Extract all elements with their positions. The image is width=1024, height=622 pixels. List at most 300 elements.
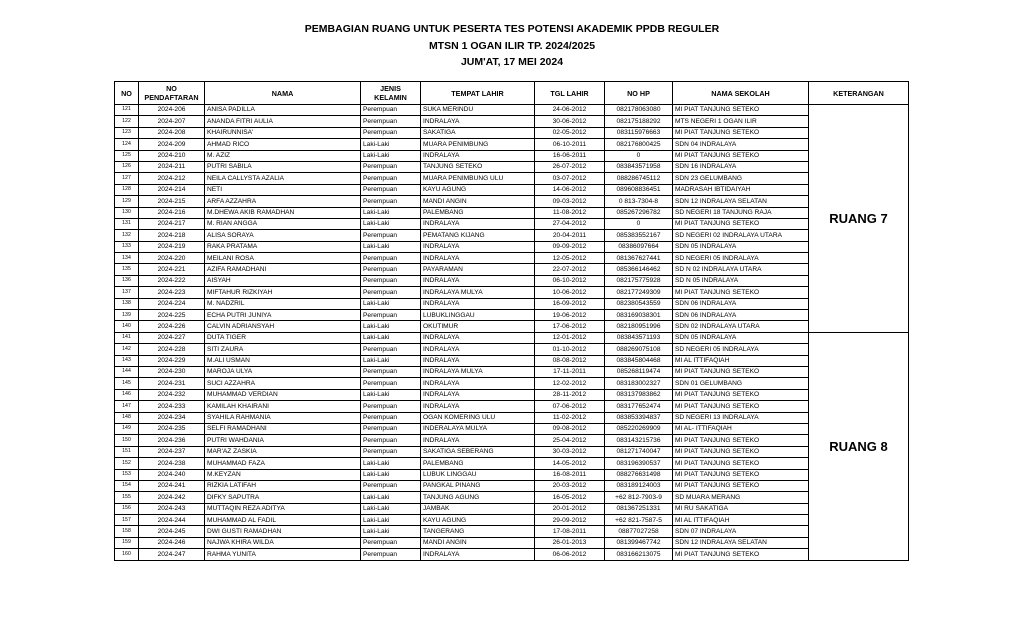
cell-no-pendaftaran: 2024-224 xyxy=(139,298,205,309)
table-row xyxy=(115,503,909,514)
cell-tempat-lahir: INDRALAYA xyxy=(421,150,535,161)
col-header-tgl-lahir: TGL LAHIR xyxy=(535,82,605,105)
cell-no: 126 xyxy=(115,161,139,172)
cell-no-pendaftaran: 2024-217 xyxy=(139,218,205,229)
cell-no-hp: 081367627441 xyxy=(605,253,673,264)
cell-jenis-kelamin: Laki-Laki xyxy=(361,218,421,229)
col-header-no: NO xyxy=(115,82,139,105)
cell-tgl-lahir: 27-04-2012 xyxy=(535,218,605,229)
cell-tgl-lahir: 06-10-2011 xyxy=(535,139,605,150)
cell-tgl-lahir: 06-10-2012 xyxy=(535,275,605,286)
cell-no: 121 xyxy=(115,105,139,116)
table-row xyxy=(115,480,909,491)
cell-nama-sekolah: MI RU SAKATIGA xyxy=(673,503,809,514)
room-label: RUANG 8 xyxy=(809,332,909,560)
cell-no: 152 xyxy=(115,458,139,469)
cell-nama-sekolah: MI PIAT TANJUNG SETEKO xyxy=(673,435,809,446)
cell-no-pendaftaran: 2024-231 xyxy=(139,378,205,389)
table-row xyxy=(115,207,909,218)
cell-no-pendaftaran: 2024-226 xyxy=(139,321,205,332)
cell-tgl-lahir: 26-07-2012 xyxy=(535,161,605,172)
cell-tgl-lahir: 10-06-2012 xyxy=(535,287,605,298)
cell-no: 140 xyxy=(115,321,139,332)
table-row xyxy=(115,412,909,423)
cell-no: 146 xyxy=(115,389,139,400)
table-row xyxy=(115,446,909,457)
cell-nama-sekolah: SDN 04 INDRALAYA xyxy=(673,139,809,150)
cell-jenis-kelamin: Perempuan xyxy=(361,423,421,434)
cell-jenis-kelamin: Perempuan xyxy=(361,264,421,275)
cell-no: 141 xyxy=(115,332,139,343)
cell-jenis-kelamin: Laki-Laki xyxy=(361,139,421,150)
cell-nama: NETI xyxy=(205,184,361,195)
cell-nama-sekolah: SDN 07 INDRALAYA xyxy=(673,526,809,537)
cell-no-pendaftaran: 2024-215 xyxy=(139,196,205,207)
cell-jenis-kelamin: Perempuan xyxy=(361,412,421,423)
cell-no: 123 xyxy=(115,127,139,138)
cell-no-hp: 082178063080 xyxy=(605,105,673,116)
cell-no-hp: 083196390537 xyxy=(605,458,673,469)
table-row xyxy=(115,378,909,389)
cell-nama: RIZKIA LATIFAH xyxy=(205,480,361,491)
cell-tgl-lahir: 02-05-2012 xyxy=(535,127,605,138)
cell-nama: ALISA SORAYA xyxy=(205,230,361,241)
cell-no: 153 xyxy=(115,469,139,480)
cell-nama-sekolah: MADRASAH IBTIDAIYAH xyxy=(673,184,809,195)
cell-no: 135 xyxy=(115,264,139,275)
cell-nama-sekolah: SDN 01 GELUMBANG xyxy=(673,378,809,389)
cell-tempat-lahir: INDRALAYA MULYA xyxy=(421,287,535,298)
cell-nama: M. RIAN ANGGA xyxy=(205,218,361,229)
cell-tgl-lahir: 12-05-2012 xyxy=(535,253,605,264)
cell-nama: MAROJA ULYA xyxy=(205,366,361,377)
col-header-keterangan: KETERANGAN xyxy=(809,82,909,105)
cell-nama-sekolah: SD NEGERI 02 INDRALAYA UTARA xyxy=(673,230,809,241)
cell-nama: MIFTAHUR RIZKIYAH xyxy=(205,287,361,298)
table-row xyxy=(115,230,909,241)
cell-no-hp: 0 xyxy=(605,218,673,229)
cell-tgl-lahir: 20-04-2011 xyxy=(535,230,605,241)
cell-no: 132 xyxy=(115,230,139,241)
table-row xyxy=(115,492,909,503)
cell-tempat-lahir: TANGERANG xyxy=(421,526,535,537)
cell-nama: MUTTAQIN REZA ADITYA xyxy=(205,503,361,514)
cell-no-pendaftaran: 2024-209 xyxy=(139,139,205,150)
cell-nama-sekolah: SD N 02 INDRALAYA UTARA xyxy=(673,264,809,275)
cell-jenis-kelamin: Laki-Laki xyxy=(361,503,421,514)
cell-tgl-lahir: 26-01-2013 xyxy=(535,537,605,548)
cell-nama-sekolah: MI PIAT TANJUNG SETEKO xyxy=(673,401,809,412)
cell-tempat-lahir: INDRALAYA xyxy=(421,355,535,366)
cell-no-pendaftaran: 2024-242 xyxy=(139,492,205,503)
cell-tgl-lahir: 28-11-2012 xyxy=(535,389,605,400)
cell-nama: MUHAMMAD AL FADIL xyxy=(205,515,361,526)
cell-tempat-lahir: INDRALAYA xyxy=(421,549,535,560)
cell-jenis-kelamin: Laki-Laki xyxy=(361,321,421,332)
cell-nama-sekolah: MI AL- ITTIFAQIAH xyxy=(673,423,809,434)
cell-nama-sekolah: MI PIAT TANJUNG SETEKO xyxy=(673,469,809,480)
cell-jenis-kelamin: Perempuan xyxy=(361,310,421,321)
col-header-no-pendaftaran: NO PENDAFTARAN xyxy=(139,82,205,105)
table-row xyxy=(115,105,909,116)
cell-nama-sekolah: SDN 12 INDRALAYA SELATAN xyxy=(673,196,809,207)
cell-tempat-lahir: MANDI ANGIN xyxy=(421,196,535,207)
cell-tempat-lahir: INDRALAYA xyxy=(421,378,535,389)
cell-no-pendaftaran: 2024-230 xyxy=(139,366,205,377)
cell-tempat-lahir: INDRALAYA xyxy=(421,332,535,343)
cell-no-pendaftaran: 2024-235 xyxy=(139,423,205,434)
cell-tempat-lahir: INDRALAYA xyxy=(421,116,535,127)
cell-no-hp: 082175188292 xyxy=(605,116,673,127)
cell-no-hp: 083843571958 xyxy=(605,161,673,172)
cell-no: 155 xyxy=(115,492,139,503)
table-row xyxy=(115,127,909,138)
cell-no-hp: 083183002327 xyxy=(605,378,673,389)
cell-nama: M.DHEWA AKIB RAMADHAN xyxy=(205,207,361,218)
cell-nama-sekolah: MI PIAT TANJUNG SETEKO xyxy=(673,366,809,377)
cell-no: 154 xyxy=(115,480,139,491)
cell-jenis-kelamin: Laki-Laki xyxy=(361,207,421,218)
cell-no: 127 xyxy=(115,173,139,184)
cell-tgl-lahir: 17-11-2011 xyxy=(535,366,605,377)
cell-no: 150 xyxy=(115,435,139,446)
cell-tgl-lahir: 03-07-2012 xyxy=(535,173,605,184)
cell-tgl-lahir: 16-08-2011 xyxy=(535,469,605,480)
cell-nama: M.ALI USMAN xyxy=(205,355,361,366)
cell-jenis-kelamin: Perempuan xyxy=(361,344,421,355)
cell-jenis-kelamin: Perempuan xyxy=(361,366,421,377)
col-header-jenis-kelamin: JENIS KELAMIN xyxy=(361,82,421,105)
cell-nama: M. AZIZ xyxy=(205,150,361,161)
table-row xyxy=(115,275,909,286)
table-row xyxy=(115,423,909,434)
cell-nama-sekolah: SD NEGERI 05 INDRALAYA xyxy=(673,344,809,355)
cell-nama-sekolah: SD NEGERI 18 TANJUNG RAJA xyxy=(673,207,809,218)
cell-tgl-lahir: 14-06-2012 xyxy=(535,184,605,195)
cell-no-hp: 082176800425 xyxy=(605,139,673,150)
cell-nama: RAHMA YUNITA xyxy=(205,549,361,560)
cell-tgl-lahir: 09-03-2012 xyxy=(535,196,605,207)
table-body xyxy=(115,105,909,561)
cell-jenis-kelamin: Laki-Laki xyxy=(361,458,421,469)
cell-jenis-kelamin: Perempuan xyxy=(361,230,421,241)
cell-jenis-kelamin: Perempuan xyxy=(361,287,421,298)
cell-nama-sekolah: MTS NEGERI 1 OGAN ILIR xyxy=(673,116,809,127)
cell-no: 122 xyxy=(115,116,139,127)
cell-no-hp: 083166213075 xyxy=(605,549,673,560)
cell-jenis-kelamin: Laki-Laki xyxy=(361,241,421,252)
cell-tempat-lahir: INDRALAYA xyxy=(421,275,535,286)
cell-no: 142 xyxy=(115,344,139,355)
cell-nama: AZIFA RAMADHANI xyxy=(205,264,361,275)
cell-nama: KAMILAH KHAIRANI xyxy=(205,401,361,412)
cell-nama-sekolah: MI PIAT TANJUNG SETEKO xyxy=(673,446,809,457)
cell-nama-sekolah: SD N 05 INDRALAYA xyxy=(673,275,809,286)
cell-no-hp: 083169038301 xyxy=(605,310,673,321)
cell-no-pendaftaran: 2024-240 xyxy=(139,469,205,480)
cell-nama-sekolah: SDN 23 GELUMBANG xyxy=(673,173,809,184)
cell-no: 124 xyxy=(115,139,139,150)
cell-no-hp: 08386097664 xyxy=(605,241,673,252)
cell-tgl-lahir: 22-07-2012 xyxy=(535,264,605,275)
cell-no-pendaftaran: 2024-234 xyxy=(139,412,205,423)
cell-tgl-lahir: 20-03-2012 xyxy=(535,480,605,491)
cell-tgl-lahir: 01-10-2012 xyxy=(535,344,605,355)
cell-nama: NAJWA KHIRA WILDA xyxy=(205,537,361,548)
cell-tempat-lahir: KAYU AGUNG xyxy=(421,515,535,526)
cell-no-hp: +62 821-7587-5 xyxy=(605,515,673,526)
cell-tgl-lahir: 09-09-2012 xyxy=(535,241,605,252)
table-row xyxy=(115,139,909,150)
cell-nama: MEILANI ROSA xyxy=(205,253,361,264)
cell-no-hp: 082177249309 xyxy=(605,287,673,298)
table-row xyxy=(115,241,909,252)
cell-nama: M.KEYZAN xyxy=(205,469,361,480)
cell-tempat-lahir: INDERALAYA MULYA xyxy=(421,423,535,434)
cell-no-pendaftaran: 2024-207 xyxy=(139,116,205,127)
participant-table xyxy=(114,81,909,561)
cell-no-pendaftaran: 2024-220 xyxy=(139,253,205,264)
table-row xyxy=(115,184,909,195)
cell-tempat-lahir: MUARA PENIMBUNG ULU xyxy=(421,173,535,184)
cell-tgl-lahir: 17-08-2011 xyxy=(535,526,605,537)
cell-jenis-kelamin: Laki-Laki xyxy=(361,492,421,503)
cell-nama: DIFKY SAPUTRA xyxy=(205,492,361,503)
cell-nama: KHAIRUNNISA' xyxy=(205,127,361,138)
cell-no-pendaftaran: 2024-211 xyxy=(139,161,205,172)
cell-no-hp: 083845804468 xyxy=(605,355,673,366)
cell-no-hp: 085268119474 xyxy=(605,366,673,377)
cell-no: 149 xyxy=(115,423,139,434)
cell-no-hp: 082380543559 xyxy=(605,298,673,309)
cell-no: 159 xyxy=(115,537,139,548)
cell-jenis-kelamin: Perempuan xyxy=(361,161,421,172)
table-row xyxy=(115,332,909,343)
cell-nama-sekolah: SDN 02 INDRALAYA UTARA xyxy=(673,321,809,332)
cell-no: 138 xyxy=(115,298,139,309)
cell-tempat-lahir: PANGKAL PINANG xyxy=(421,480,535,491)
cell-jenis-kelamin: Laki-Laki xyxy=(361,150,421,161)
cell-tgl-lahir: 30-06-2012 xyxy=(535,116,605,127)
table-row xyxy=(115,264,909,275)
cell-tgl-lahir: 29-09-2012 xyxy=(535,515,605,526)
table-row xyxy=(115,537,909,548)
cell-tempat-lahir: OKUTIMUR xyxy=(421,321,535,332)
cell-nama-sekolah: MI PIAT TANJUNG SETEKO xyxy=(673,105,809,116)
cell-no: 129 xyxy=(115,196,139,207)
cell-jenis-kelamin: Laki-Laki xyxy=(361,298,421,309)
cell-no-hp: 083189124003 xyxy=(605,480,673,491)
cell-no: 145 xyxy=(115,378,139,389)
cell-nama: AHMAD RICO xyxy=(205,139,361,150)
col-header-nama-sekolah: NAMA SEKOLAH xyxy=(673,82,809,105)
cell-no-hp: 085366146462 xyxy=(605,264,673,275)
cell-nama-sekolah: MI PIAT TANJUNG SETEKO xyxy=(673,218,809,229)
cell-jenis-kelamin: Laki-Laki xyxy=(361,515,421,526)
cell-jenis-kelamin: Perempuan xyxy=(361,378,421,389)
table-row xyxy=(115,344,909,355)
cell-jenis-kelamin: Laki-Laki xyxy=(361,355,421,366)
cell-tgl-lahir: 24-06-2012 xyxy=(535,105,605,116)
cell-jenis-kelamin: Perempuan xyxy=(361,446,421,457)
cell-no: 160 xyxy=(115,549,139,560)
col-header-no-hp: NO HP xyxy=(605,82,673,105)
cell-no: 128 xyxy=(115,184,139,195)
cell-no: 151 xyxy=(115,446,139,457)
date-title: JUM'AT, 17 MEI 2024 xyxy=(460,56,564,68)
cell-no-pendaftaran: 2024-236 xyxy=(139,435,205,446)
cell-jenis-kelamin: Perempuan xyxy=(361,196,421,207)
cell-no: 144 xyxy=(115,366,139,377)
cell-jenis-kelamin: Perempuan xyxy=(361,401,421,412)
cell-nama: PUTRI SABILA xyxy=(205,161,361,172)
cell-jenis-kelamin: Perempuan xyxy=(361,116,421,127)
cell-nama: MUHAMMAD FAZA xyxy=(205,458,361,469)
cell-tempat-lahir: INDRALAYA xyxy=(421,401,535,412)
cell-tempat-lahir: PALEMBANG xyxy=(421,458,535,469)
table-row xyxy=(115,389,909,400)
cell-nama-sekolah: SD MUARA MERANG xyxy=(673,492,809,503)
cell-no: 139 xyxy=(115,310,139,321)
cell-no-hp: 081367251331 xyxy=(605,503,673,514)
cell-nama-sekolah: MI PIAT TANJUNG SETEKO xyxy=(673,458,809,469)
cell-jenis-kelamin: Perempuan xyxy=(361,480,421,491)
cell-nama: NEILA CALLYSTA AZALIA xyxy=(205,173,361,184)
cell-jenis-kelamin: Perempuan xyxy=(361,173,421,184)
cell-nama-sekolah: SDN 05 INDRALAYA xyxy=(673,332,809,343)
cell-no: 130 xyxy=(115,207,139,218)
cell-nama: M. NADZRIL xyxy=(205,298,361,309)
cell-tgl-lahir: 14-05-2012 xyxy=(535,458,605,469)
cell-nama: SITI ZAURA xyxy=(205,344,361,355)
table-row xyxy=(115,150,909,161)
cell-no-pendaftaran: 2024-243 xyxy=(139,503,205,514)
cell-no: 137 xyxy=(115,287,139,298)
cell-nama: DWI GUSTI RAMADHAN xyxy=(205,526,361,537)
cell-no-pendaftaran: 2024-232 xyxy=(139,389,205,400)
cell-no-hp: 088269075108 xyxy=(605,344,673,355)
cell-tempat-lahir: SUKA MERINDU xyxy=(421,105,535,116)
cell-no-pendaftaran: 2024-245 xyxy=(139,526,205,537)
document-title: PEMBAGIAN RUANG UNTUK PESERTA TES POTENSI AKADEMIK PPDB REGULER xyxy=(304,23,720,35)
cell-no-pendaftaran: 2024-208 xyxy=(139,127,205,138)
cell-nama-sekolah: SDN 16 INDRALAYA xyxy=(673,161,809,172)
cell-tempat-lahir: MANDI ANGIN xyxy=(421,537,535,548)
cell-tgl-lahir: 12-02-2012 xyxy=(535,378,605,389)
cell-tgl-lahir: 11-02-2012 xyxy=(535,412,605,423)
cell-no-hp: 083853394837 xyxy=(605,412,673,423)
cell-no-hp: 088286745112 xyxy=(605,173,673,184)
cell-nama: ARFA AZZAHRA xyxy=(205,196,361,207)
cell-tgl-lahir: 09-08-2012 xyxy=(535,423,605,434)
table-row xyxy=(115,549,909,560)
cell-tempat-lahir: LUBUKLINGGAU xyxy=(421,310,535,321)
cell-tgl-lahir: 08-08-2012 xyxy=(535,355,605,366)
cell-nama: ANISA PADILLA xyxy=(205,105,361,116)
table-row xyxy=(115,173,909,184)
cell-tgl-lahir: 16-06-2011 xyxy=(535,150,605,161)
table-row xyxy=(115,253,909,264)
cell-no-pendaftaran: 2024-221 xyxy=(139,264,205,275)
cell-tempat-lahir: OGAN KOMERING ULU xyxy=(421,412,535,423)
cell-tempat-lahir: INDRALAYA xyxy=(421,241,535,252)
cell-nama: CALVIN ADRIANSYAH xyxy=(205,321,361,332)
cell-no-hp: +62 812-7903-9 xyxy=(605,492,673,503)
cell-no: 133 xyxy=(115,241,139,252)
cell-no: 136 xyxy=(115,275,139,286)
cell-nama-sekolah: SD NEGERI 13 INDRALAYA xyxy=(673,412,809,423)
cell-no-hp: 085383552167 xyxy=(605,230,673,241)
table-row xyxy=(115,469,909,480)
cell-nama: MUHAMMAD VERDIAN xyxy=(205,389,361,400)
cell-tempat-lahir: INDRALAYA xyxy=(421,344,535,355)
cell-nama-sekolah: SDN 12 INDRALAYA SELATAN xyxy=(673,537,809,548)
cell-no: 131 xyxy=(115,218,139,229)
cell-nama: RAKA PRATAMA xyxy=(205,241,361,252)
cell-no-hp: 083143215736 xyxy=(605,435,673,446)
cell-nama-sekolah: MI PIAT TANJUNG SETEKO xyxy=(673,389,809,400)
cell-no-hp: 083843571193 xyxy=(605,332,673,343)
cell-no: 147 xyxy=(115,401,139,412)
cell-nama: SUCI AZZAHRA xyxy=(205,378,361,389)
cell-no-hp: 08877027258 xyxy=(605,526,673,537)
cell-no-pendaftaran: 2024-244 xyxy=(139,515,205,526)
table-row xyxy=(115,287,909,298)
cell-no: 125 xyxy=(115,150,139,161)
school-year-title: MTSN 1 OGAN ILIR TP. 2024/2025 xyxy=(428,40,596,52)
cell-tempat-lahir: SAKATIGA xyxy=(421,127,535,138)
cell-no-hp: 081271740047 xyxy=(605,446,673,457)
cell-jenis-kelamin: Laki-Laki xyxy=(361,526,421,537)
cell-tempat-lahir: INDRALAYA MULYA xyxy=(421,366,535,377)
cell-nama-sekolah: SDN 06 INDRALAYA xyxy=(673,298,809,309)
cell-no: 156 xyxy=(115,503,139,514)
cell-tempat-lahir: PALEMBANG xyxy=(421,207,535,218)
cell-no-pendaftaran: 2024-247 xyxy=(139,549,205,560)
cell-nama-sekolah: SD NEGERI 05 INDRALAYA xyxy=(673,253,809,264)
cell-no-pendaftaran: 2024-237 xyxy=(139,446,205,457)
cell-no-hp: 083177652474 xyxy=(605,401,673,412)
table-row xyxy=(115,196,909,207)
table-row xyxy=(115,310,909,321)
table-row xyxy=(115,321,909,332)
cell-no: 158 xyxy=(115,526,139,537)
cell-no-hp: 085220269909 xyxy=(605,423,673,434)
cell-no-pendaftaran: 2024-214 xyxy=(139,184,205,195)
cell-tgl-lahir: 16-09-2012 xyxy=(535,298,605,309)
cell-no-hp: 081399467742 xyxy=(605,537,673,548)
cell-jenis-kelamin: Perempuan xyxy=(361,275,421,286)
cell-tgl-lahir: 12-01-2012 xyxy=(535,332,605,343)
cell-no-pendaftaran: 2024-238 xyxy=(139,458,205,469)
cell-tempat-lahir: LUBUK LINGGAU xyxy=(421,469,535,480)
cell-no-pendaftaran: 2024-246 xyxy=(139,537,205,548)
cell-tgl-lahir: 20-01-2012 xyxy=(535,503,605,514)
cell-no-pendaftaran: 2024-223 xyxy=(139,287,205,298)
table-header-row xyxy=(115,82,909,105)
cell-jenis-kelamin: Perempuan xyxy=(361,105,421,116)
table-row xyxy=(115,515,909,526)
cell-no: 143 xyxy=(115,355,139,366)
cell-tempat-lahir: TANJUNG AGUNG xyxy=(421,492,535,503)
cell-tempat-lahir: TANJUNG SETEKO xyxy=(421,161,535,172)
table-row xyxy=(115,435,909,446)
table-row xyxy=(115,366,909,377)
cell-tempat-lahir: MUARA PENIMBUNG xyxy=(421,139,535,150)
cell-jenis-kelamin: Laki-Laki xyxy=(361,332,421,343)
cell-jenis-kelamin: Perempuan xyxy=(361,435,421,446)
cell-no-pendaftaran: 2024-219 xyxy=(139,241,205,252)
